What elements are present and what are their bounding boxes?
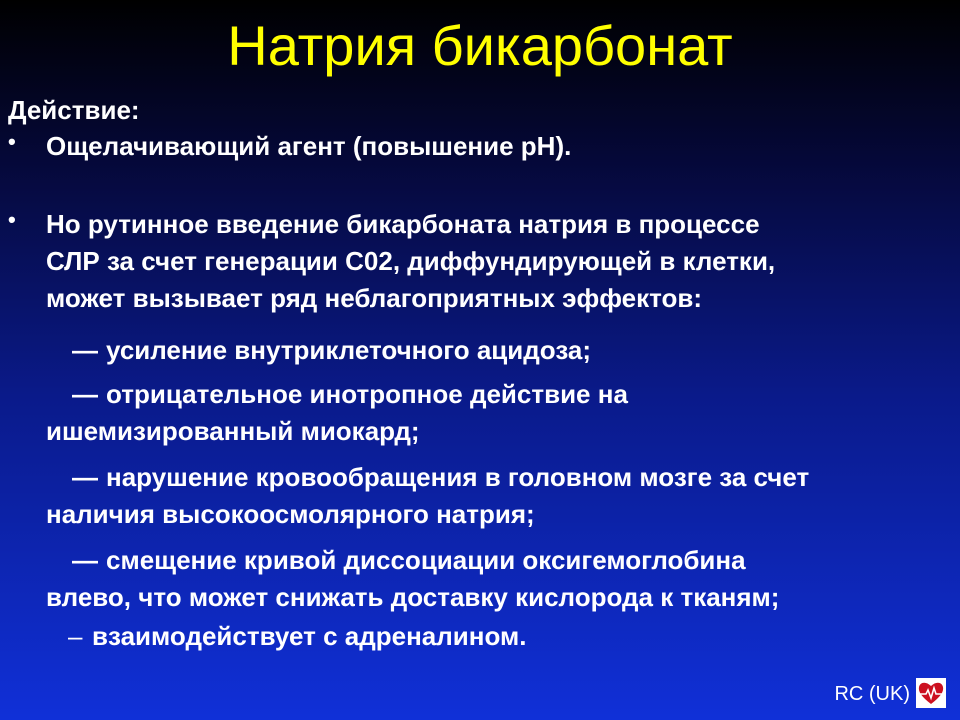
slide-title: Натрия бикарбонат [227, 14, 733, 77]
effect-item-continuation: наличия высокоосмолярного натрия; [46, 499, 535, 529]
effect-item [68, 618, 526, 654]
effect-item [46, 542, 951, 578]
effect-dash: – [68, 621, 83, 651]
effect-item [46, 376, 951, 412]
effect-item-continuation: ишемизированный миокард; [46, 416, 420, 446]
effect-text: смещение кривой диссоциации оксигемоглобина [106, 545, 746, 575]
bullet-text: Ощелачивающий агент (повышение pH). [46, 131, 572, 161]
bullet-text-line: Но рутинное введение бикарбоната натрия в процессе [46, 209, 760, 239]
effect-item-continuation: влево, что может снижать доставку кислорода к тканям; [46, 582, 780, 612]
effect-dash: — [72, 545, 98, 575]
effect-dash: — [72, 335, 98, 365]
section-heading: Действие: [8, 95, 140, 125]
bullet-text-line: СЛР за счет генерации С02, диффундирующей в клетки, [46, 246, 776, 276]
effect-text: нарушение кровообращения в головном мозге за счет [106, 462, 810, 492]
bullet-marker: • [8, 129, 16, 154]
effect-text: отрицательное инотропное действие на [106, 379, 628, 409]
bullet-marker: • [8, 207, 16, 232]
effect-dash: — [72, 462, 98, 492]
effect-item [46, 332, 951, 368]
effect-text: усиление внутриклеточного ацидоза; [106, 335, 592, 365]
footer-credit: RC (UK) [834, 683, 910, 705]
effect-text: взаимодействует с адреналином. [92, 621, 527, 651]
bullet-text-line: может вызывает ряд неблагоприятных эффектов: [46, 283, 703, 313]
effect-item [46, 459, 951, 495]
effect-dash: — [72, 379, 98, 409]
heart-logo-icon [916, 678, 946, 708]
